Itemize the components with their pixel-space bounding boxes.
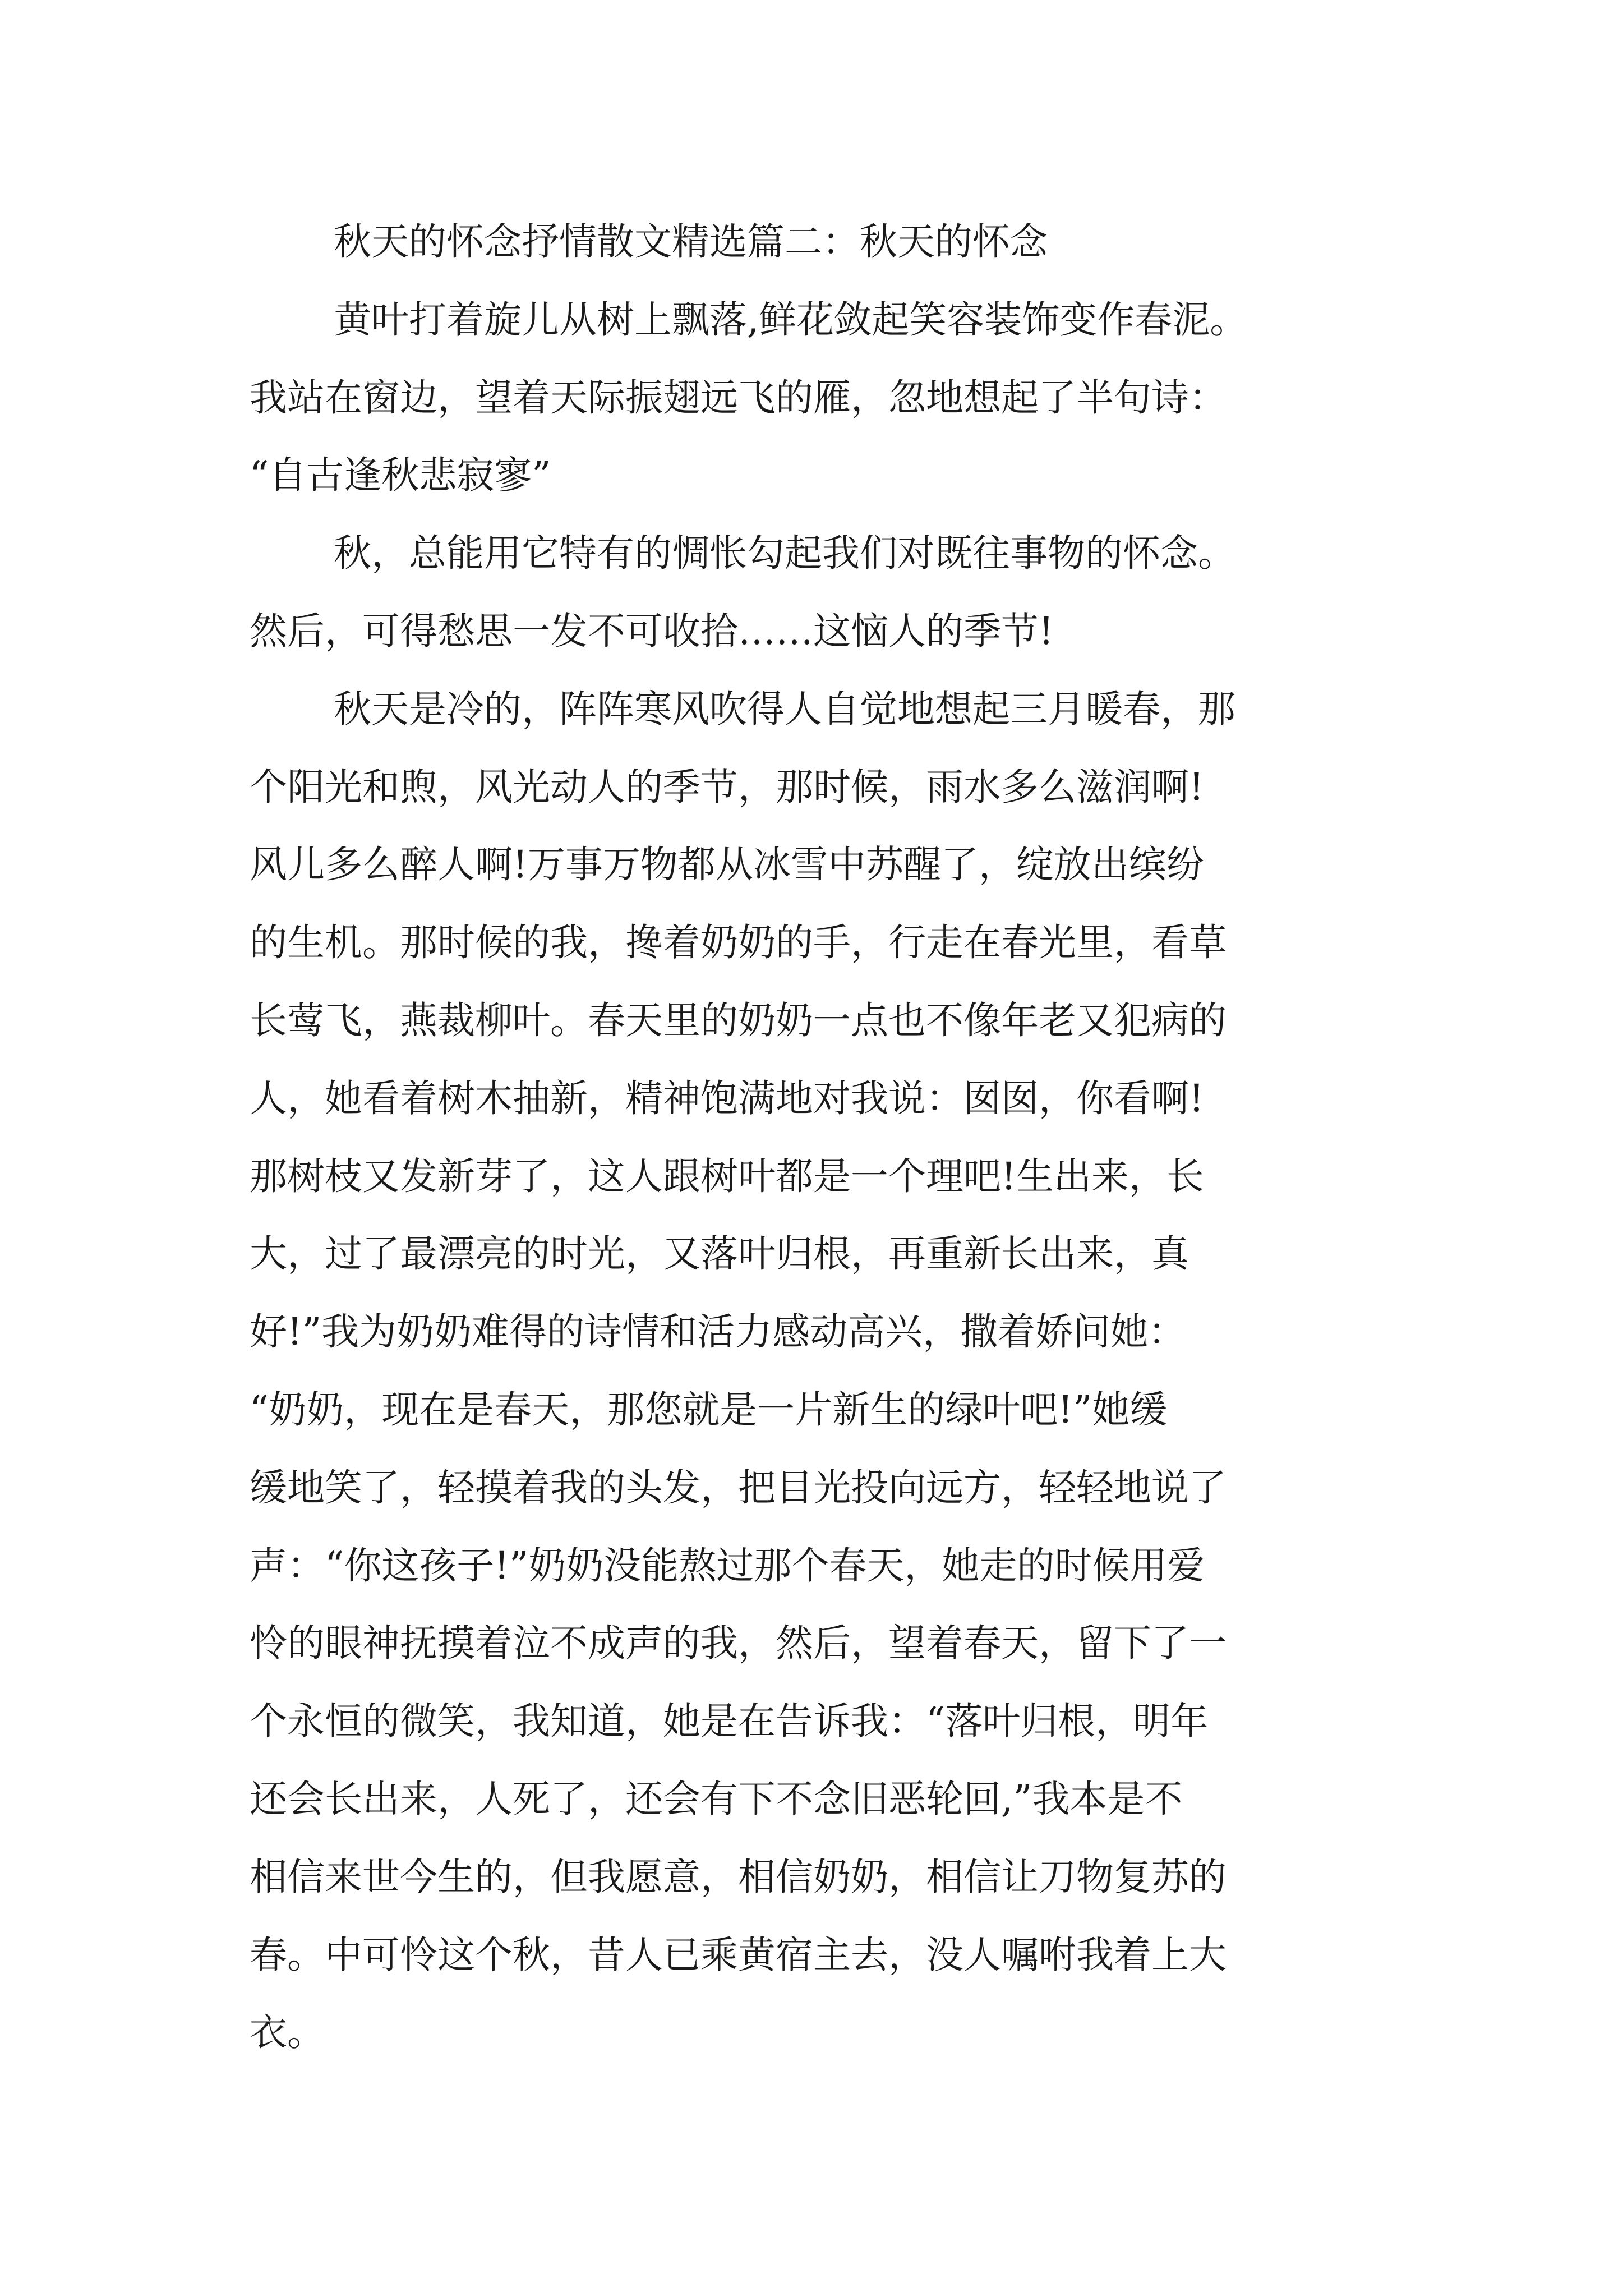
text-line: 相信来世今生的，但我愿意，相信奶奶，相信让刀物复苏的 bbox=[250, 1855, 1227, 1899]
text-line: 怜的眼神抚摸着泣不成声的我，然后，望着春天，留下了一 bbox=[250, 1621, 1227, 1665]
text-line: 黄叶打着旋儿从树上飘落,鲜花敛起笑容装饰变作春泥。 bbox=[334, 297, 1248, 342]
text-line: 个阳光和煦，风光动人的季节，那时候，雨水多么滋润啊! bbox=[250, 765, 1204, 809]
text-line: “奶奶，现在是春天，那您就是一片新生的绿叶吧!”她缓 bbox=[250, 1387, 1168, 1432]
section-title: 秋天的怀念抒情散文精选篇二：秋天的怀念 bbox=[334, 220, 1048, 264]
text-line: 长莺飞，燕裁柳叶。春天里的奶奶一点也不像年老又犯病的 bbox=[250, 998, 1227, 1042]
text-line: 还会长出来，人死了，还会有下不念旧恶轮回,”我本是不 bbox=[250, 1777, 1183, 1821]
document-body bbox=[250, 203, 1377, 2072]
text-line: “自古逢秋悲寂寥” bbox=[250, 453, 551, 498]
text-line: 那树枝又发新芽了，这人跟树叶都是一个理吧!生出来，长 bbox=[250, 1154, 1204, 1198]
text-line: 人，她看着树木抽新，精神饱满地对我说：囡囡，你看啊! bbox=[250, 1076, 1204, 1120]
text-line: 春。中可怜这个秋，昔人已乘黄宿主去，没人嘱咐我着上大 bbox=[250, 1932, 1227, 1977]
text-line: 秋，总能用它特有的惆怅勾起我们对既往事物的怀念。 bbox=[334, 531, 1235, 576]
text-line: 然后，可得愁思一发不可收拾……这恼人的季节! bbox=[250, 609, 1054, 653]
text-line: 衣。 bbox=[250, 2010, 325, 2055]
text-line: 大，过了最漂亮的时光，又落叶归根，再重新长出来，真 bbox=[250, 1232, 1189, 1276]
text-line: 声：“你这孩子!”奶奶没能熬过那个春天，她走的时候用爱 bbox=[250, 1543, 1205, 1588]
text-line: 好!”我为奶奶难得的诗情和活力感动高兴，撒着娇问她： bbox=[250, 1310, 1186, 1354]
text-line: 秋天是冷的，阵阵寒风吹得人自觉地想起三月暖春，那 bbox=[334, 687, 1235, 731]
text-line: 个永恒的微笑，我知道，她是在告诉我：“落叶归根，明年 bbox=[250, 1699, 1209, 1743]
text-line: 的生机。那时候的我，搀着奶奶的手，行走在春光里，看草 bbox=[250, 921, 1227, 965]
text-line: 我站在窗边，望着天际振翅远飞的雁，忽地想起了半句诗： bbox=[250, 375, 1227, 420]
text-line: 风儿多么醉人啊!万事万物都从冰雪中苏醒了，绽放出缤纷 bbox=[250, 843, 1204, 887]
text-line: 缓地笑了，轻摸着我的头发，把目光投向远方，轻轻地说了 bbox=[250, 1465, 1227, 1510]
